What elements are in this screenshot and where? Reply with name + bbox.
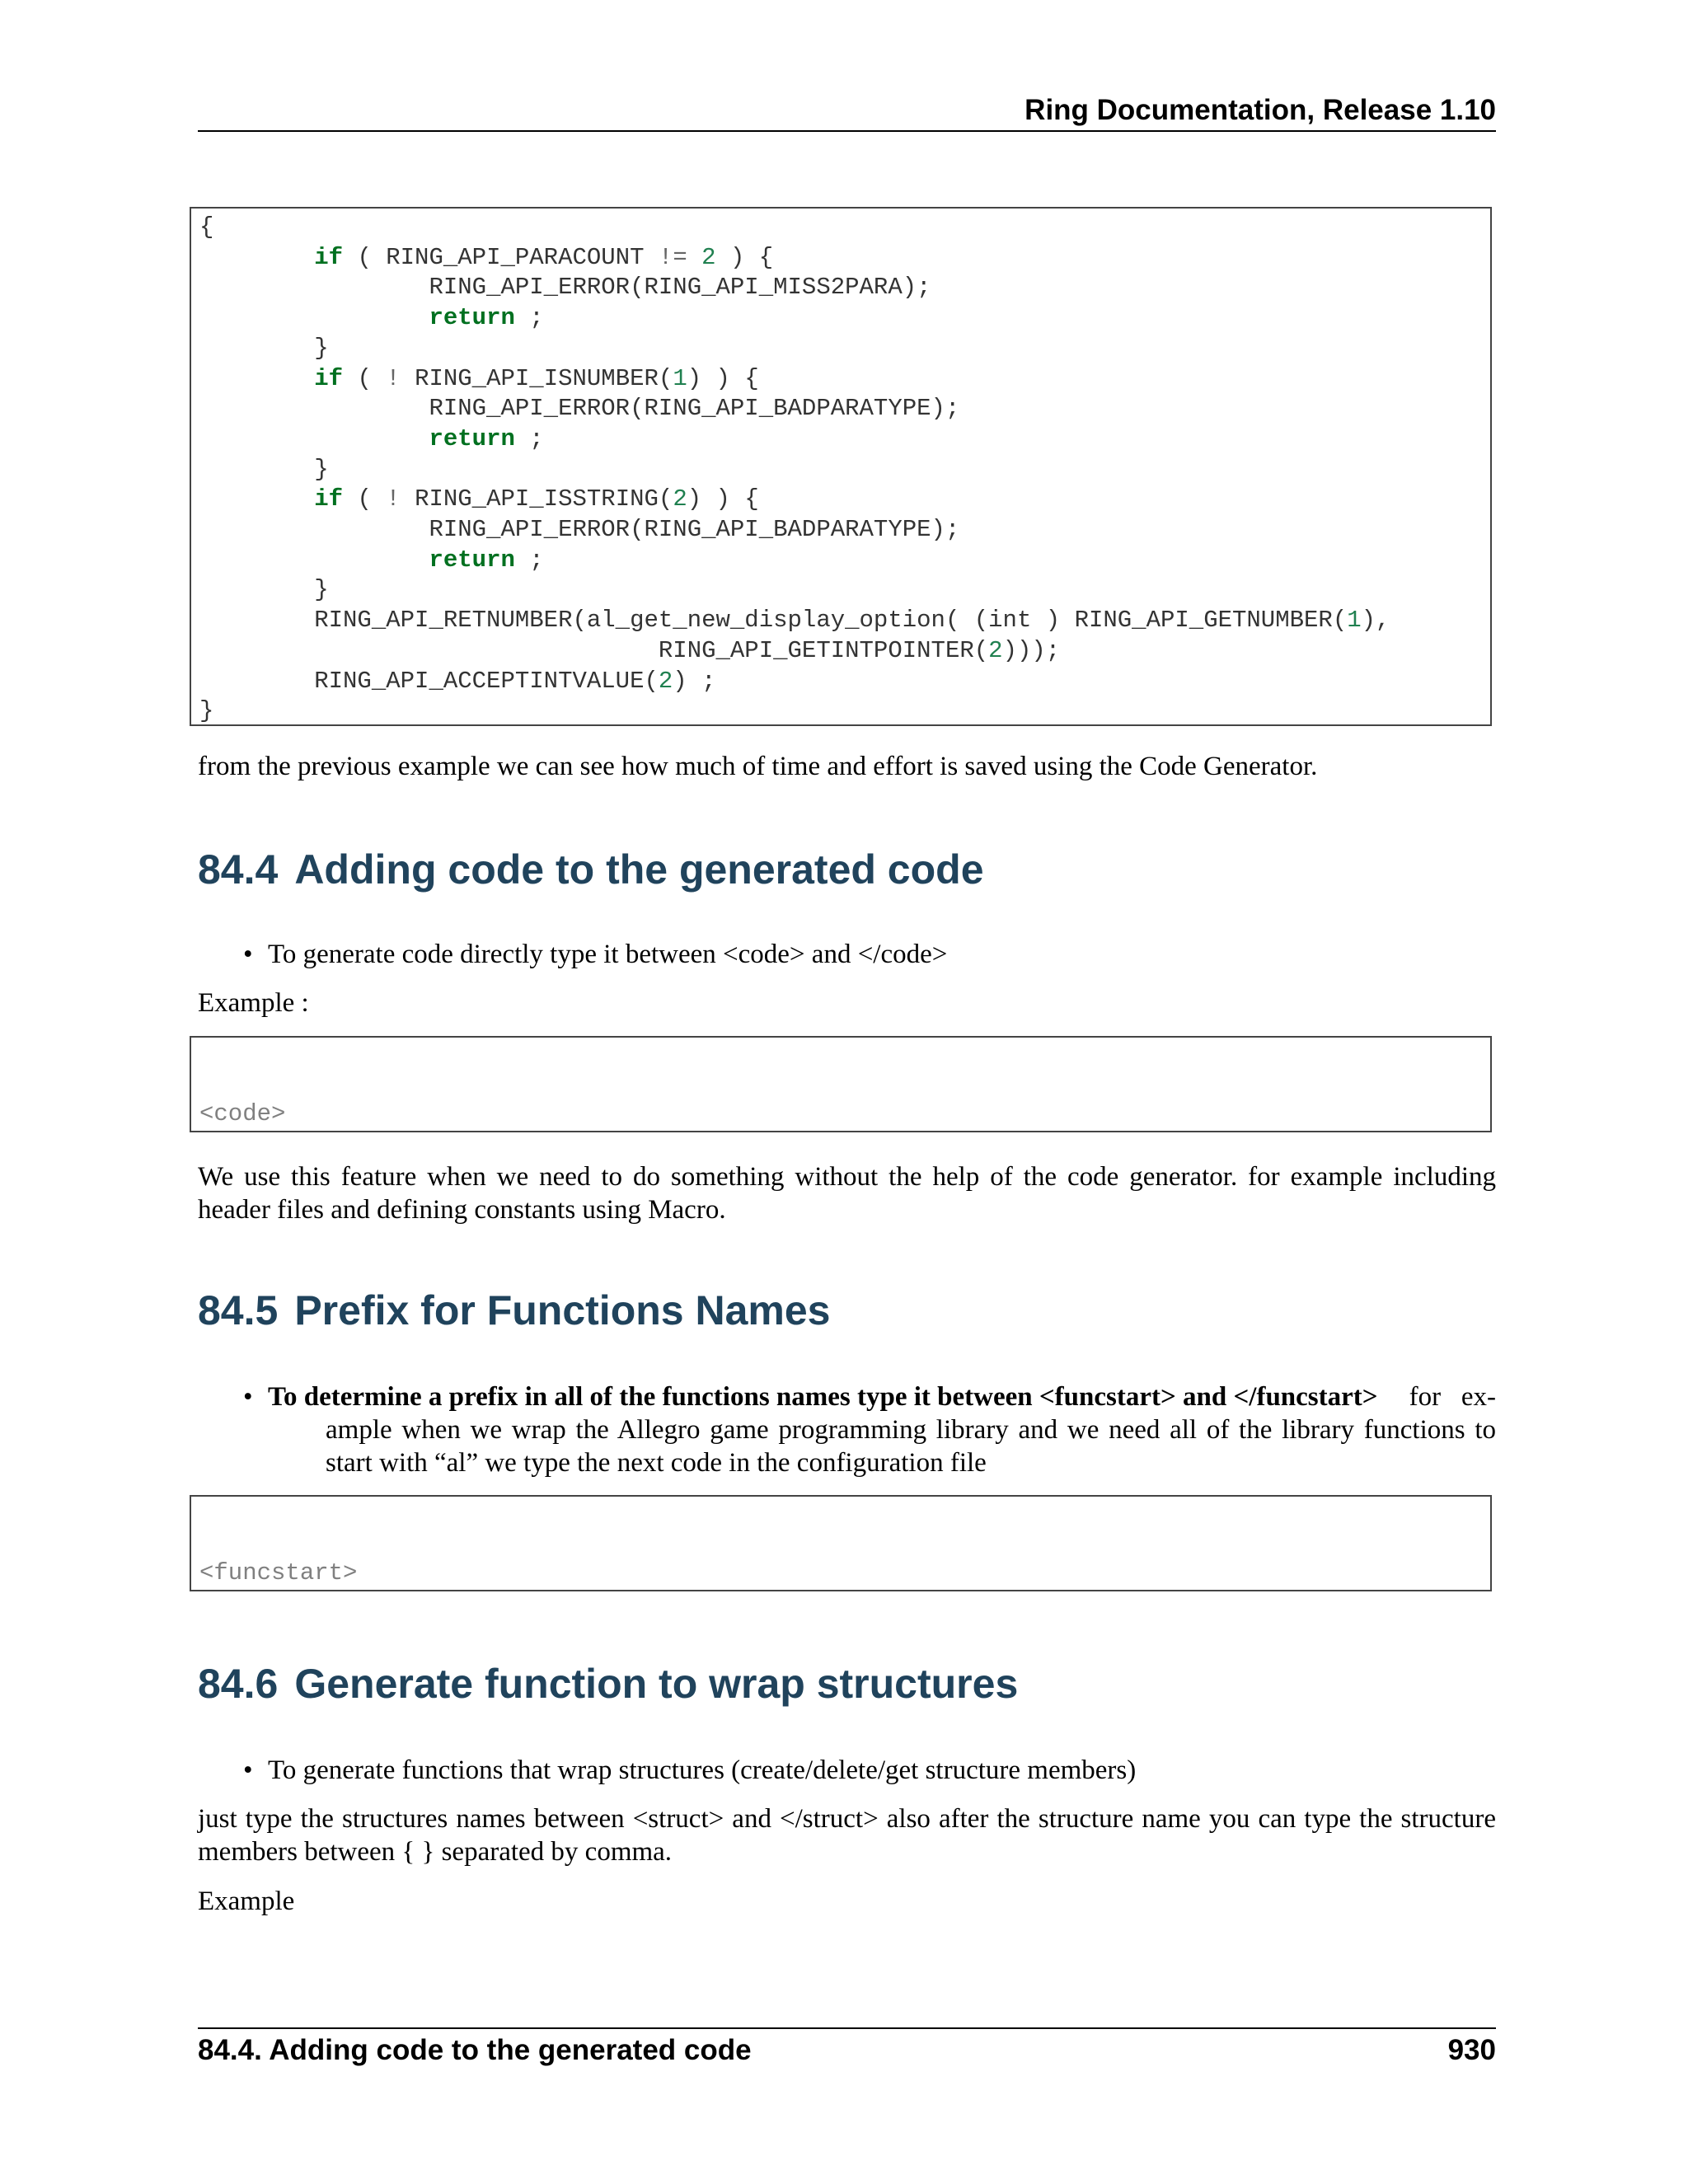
bullet-bold-text: To determine a prefix in all of the functions names type it between <funcstart> and </funcstart> <box>268 1382 1378 1412</box>
bullet-text: To generate code directly type it between <code> and </code> <box>268 940 948 969</box>
bullet-rest-text: ample when we wrap the Allegro game programming library and we need all of the library functions to start with “al” we type the next code in the configuration file <box>326 1415 1496 1478</box>
bullet-wrap-structures <box>243 1754 1496 1787</box>
section-title-84-6 <box>198 1659 1496 1708</box>
code-line: if ( RING_API_PARACOUNT != 2 ) { <box>314 243 774 271</box>
paragraph-code-feature: We use this feature when we need to do something without the help of the code generator. for example including header files and defining constants using Macro. <box>198 1162 1496 1225</box>
section-title-84-5 <box>198 1286 1496 1335</box>
section-heading-text: Adding code to the generated code <box>294 846 984 893</box>
running-header: Ring Documentation, Release 1.10 <box>1025 94 1496 126</box>
example-label: Example : <box>198 988 309 1018</box>
code-line: return ; <box>429 546 544 574</box>
section-number: 84.5 <box>198 1287 279 1333</box>
code-line: RING_API_ERROR(RING_API_BADPARATYPE); <box>199 516 960 544</box>
code-line: RING_API_RETNUMBER(al_get_new_display_option( (int ) RING_API_GETNUMBER(1), <box>199 607 1390 635</box>
code-line: if ( ! RING_API_ISSTRING(2) ) { <box>314 485 759 513</box>
code-block-c-wrapper <box>190 207 1492 726</box>
code-line: RING_API_ERROR(RING_API_BADPARATYPE); <box>199 395 960 423</box>
bullet-prefix <box>243 1380 1496 1479</box>
code-open-tag: <funcstart> <box>199 1559 358 1587</box>
code-block-code-tag <box>190 1036 1492 1132</box>
bullet-first-line <box>243 1380 1496 1413</box>
section-number: 84.6 <box>198 1661 279 1707</box>
example-label: Example <box>198 1886 295 1916</box>
code-line: if ( ! RING_API_ISNUMBER(1) ) { <box>314 364 759 392</box>
section-title-84-4 <box>198 845 1496 894</box>
section-heading-text: Generate function to wrap structures <box>294 1661 1019 1707</box>
section-number: 84.4 <box>198 846 279 893</box>
bullet-first-tail: for ex- <box>1409 1382 1496 1412</box>
code-line: RING_API_ERROR(RING_API_MISS2PARA); <box>199 274 931 302</box>
bullet-dot-icon: • <box>243 1382 253 1412</box>
bullet-generate-code <box>243 938 1496 971</box>
section-heading-text: Prefix for Functions Names <box>294 1287 831 1333</box>
code-block-funcstart <box>190 1495 1492 1591</box>
code-line: RING_API_ACCEPTINTVALUE(2) ; <box>199 667 716 695</box>
code-line: } <box>199 455 329 483</box>
footer-section: 84.4. Adding code to the generated code <box>198 2034 752 2066</box>
code-open-tag: <code> <box>199 1100 286 1128</box>
code-line: { <box>199 213 214 241</box>
paragraph-time-saved: from the previous example we can see how much of time and effort is saved using the Code Generator. <box>198 752 1318 781</box>
bullet-dot-icon: • <box>243 1755 253 1785</box>
header-rule <box>198 130 1496 132</box>
paragraph-struct: just type the structures names between <struct> and </struct> also after the structure name you can type the structure members between { } separated by comma. <box>198 1804 1496 1867</box>
page-number: 930 <box>1447 2034 1496 2066</box>
bullet-dot-icon: • <box>243 940 253 969</box>
bullet-text: To generate functions that wrap structures (create/delete/get structure members) <box>268 1755 1137 1785</box>
footer-rule <box>198 2027 1496 2029</box>
code-line: RING_API_GETINTPOINTER(2))); <box>199 636 1061 664</box>
code-line: } <box>199 576 329 604</box>
code-line: } <box>199 334 329 362</box>
code-line: return ; <box>429 304 544 332</box>
code-line: } <box>199 697 214 725</box>
code-line: return ; <box>429 424 544 452</box>
